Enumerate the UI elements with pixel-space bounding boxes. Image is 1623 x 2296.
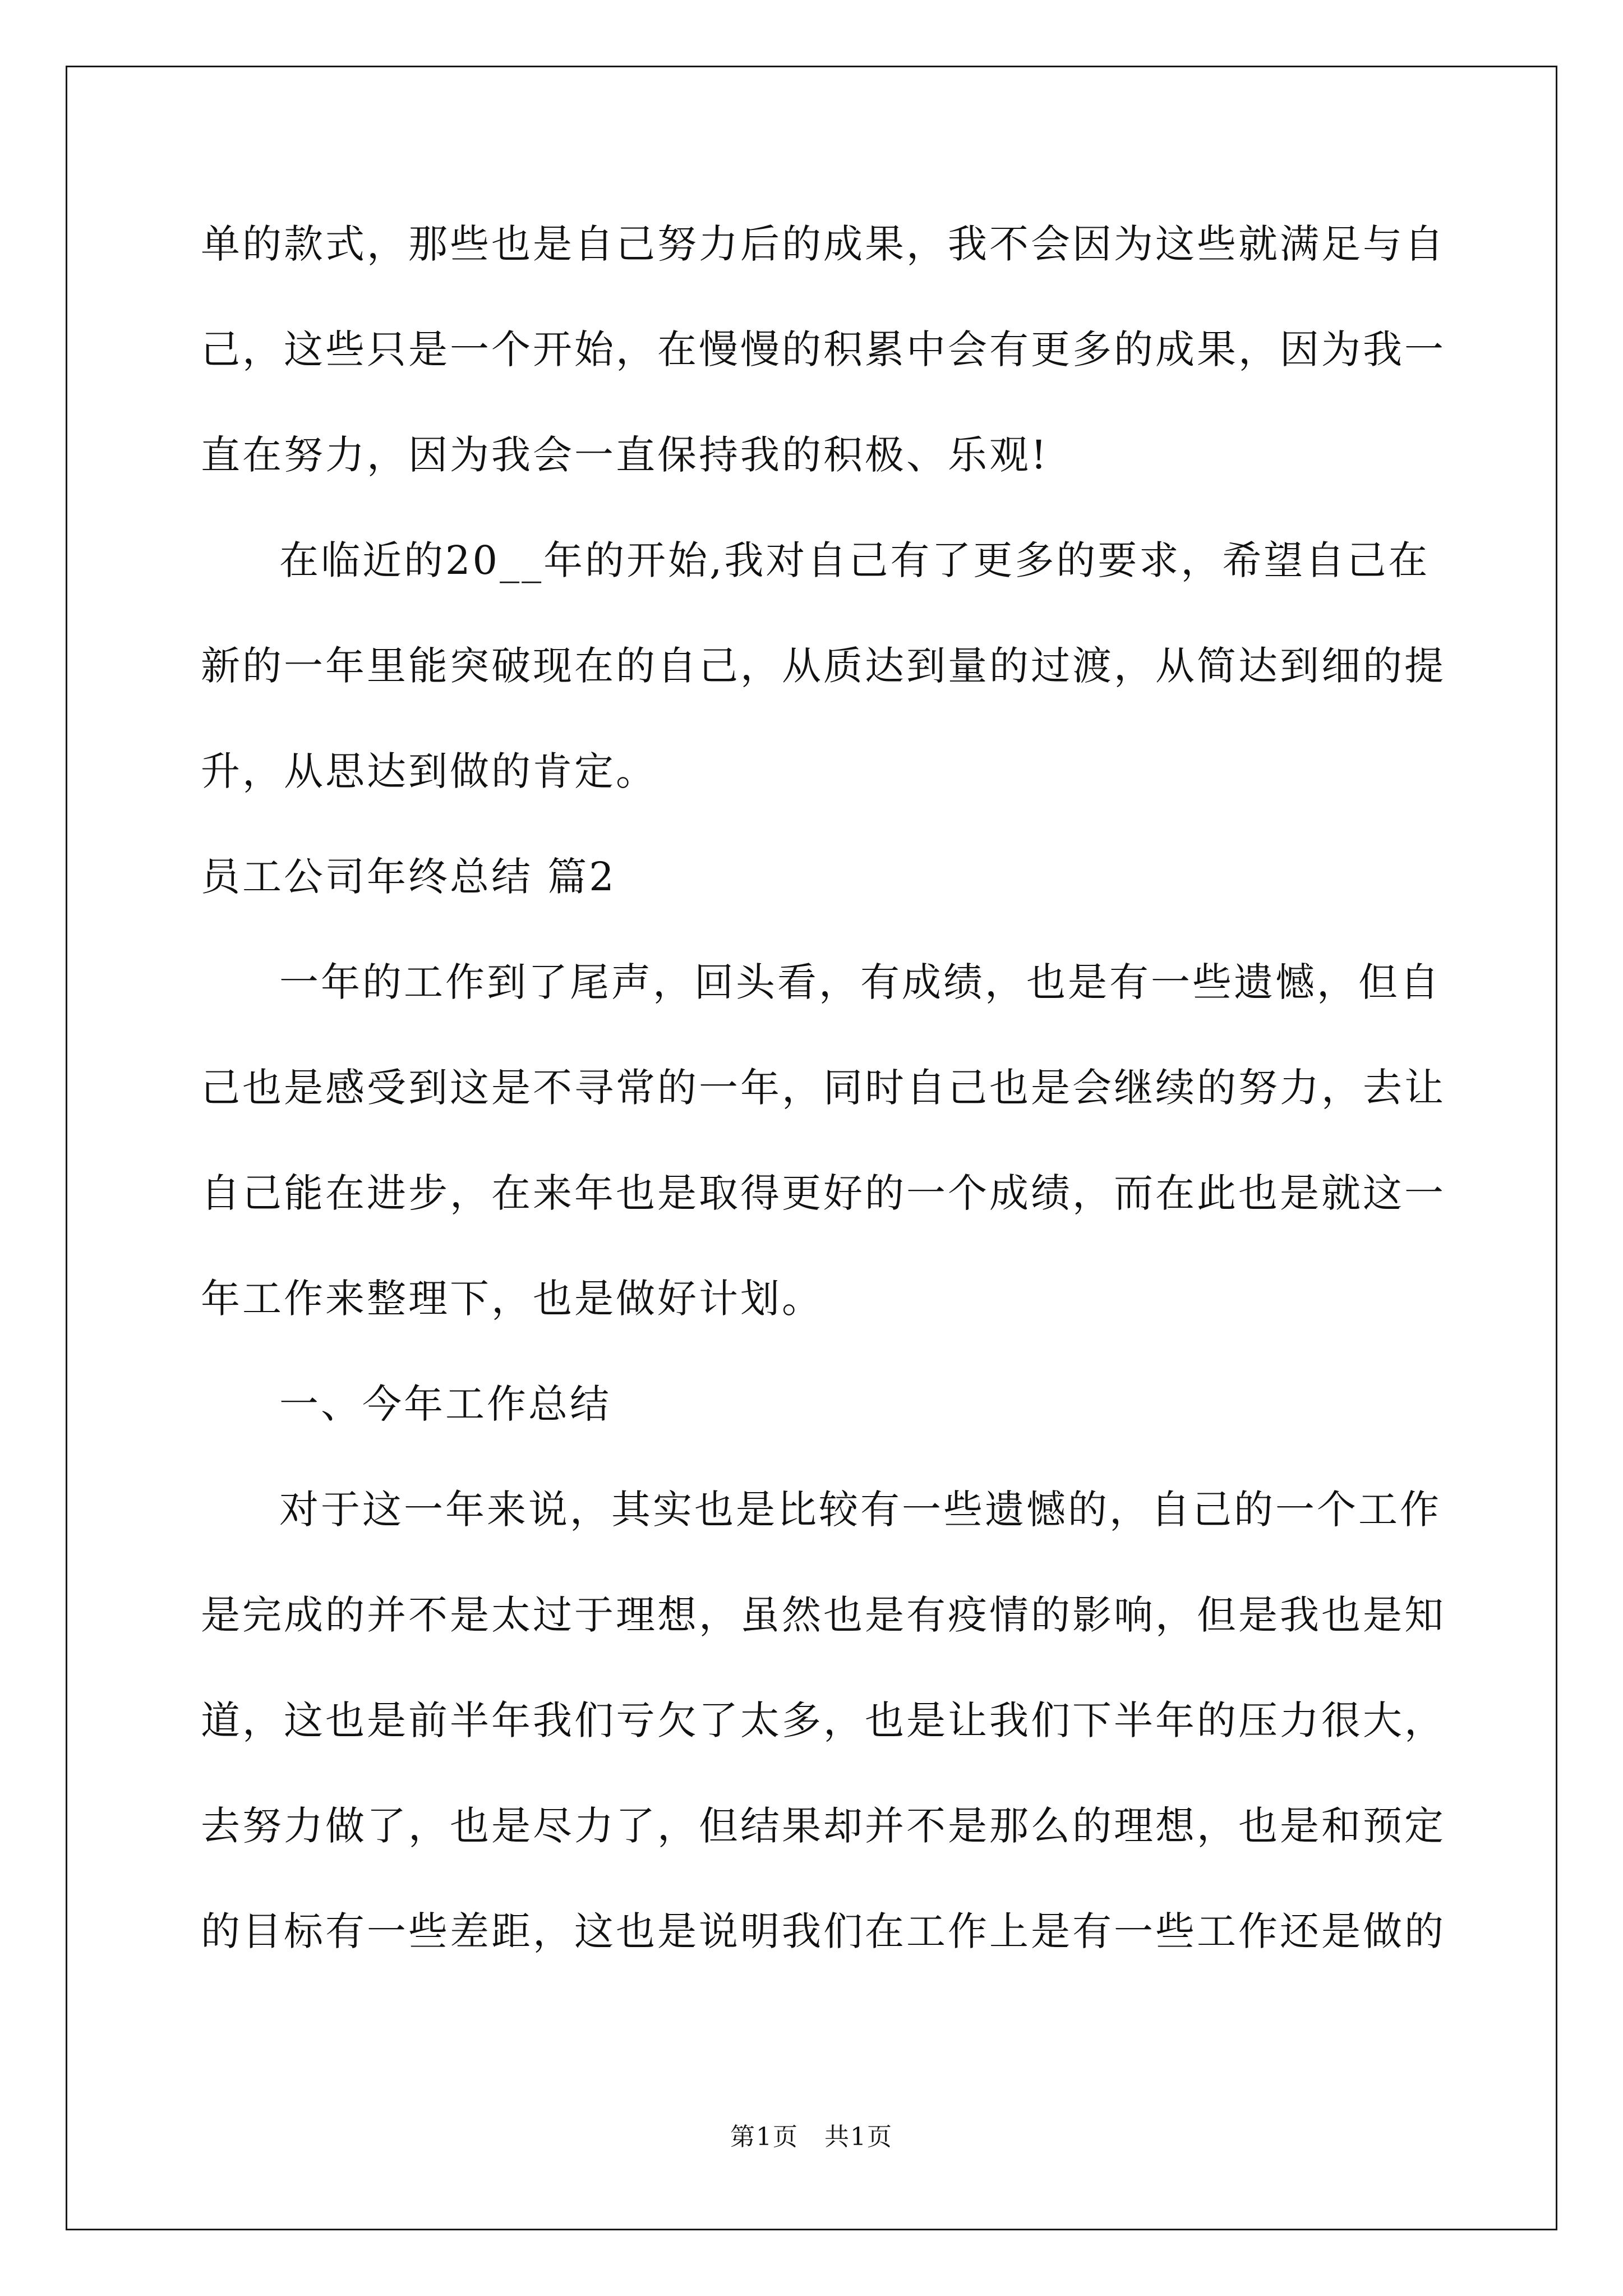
paragraph-2-line-2: 新的一年里能突破现在的自己，从质达到量的过渡，从简达到细的提 xyxy=(201,643,1446,689)
paragraph-1-line-2: 己，这些只是一个开始，在慢慢的积累中会有更多的成果，因为我一 xyxy=(201,326,1446,372)
subheading-work-summary: 一、今年工作总结 xyxy=(279,1381,611,1427)
paragraph-2-line-1: 在临近的20__年的开始,我对自己有了更多的要求，希望自己在 xyxy=(279,537,1430,583)
section-heading: 员工公司年终总结 篇2 xyxy=(201,854,616,900)
document-body xyxy=(201,218,1446,1958)
paragraph-2-line-3: 升，从思达到做的肯定。 xyxy=(201,748,657,794)
paragraph-4-line-3: 道，这也是前半年我们亏欠了太多，也是让我们下半年的压力很大， xyxy=(201,1697,1446,1743)
paragraph-4-line-2: 是完成的并不是太过于理想，虽然也是有疫情的影响，但是我也是知 xyxy=(201,1592,1446,1638)
paragraph-3-line-2: 己也是感受到这是不寻常的一年，同时自己也是会继续的努力，去让 xyxy=(201,1065,1446,1111)
paragraph-3-line-4: 年工作来整理下，也是做好计划。 xyxy=(201,1276,823,1322)
paragraph-1-line-1: 单的款式，那些也是自己努力后的成果，我不会因为这些就满足与自 xyxy=(201,221,1446,267)
paragraph-4-line-1: 对于这一年来说，其实也是比较有一些遗憾的，自己的一个工作 xyxy=(279,1487,1441,1533)
paragraph-4-line-4: 去努力做了，也是尽力了，但结果却并不是那么的理想，也是和预定 xyxy=(201,1803,1446,1849)
paragraph-3-line-3: 自己能在进步，在来年也是取得更好的一个成绩，而在此也是就这一 xyxy=(201,1170,1446,1216)
page-number-footer: 第1页 共1页 xyxy=(730,2123,893,2151)
paragraph-3-line-1: 一年的工作到了尾声，回头看，有成绩，也是有一些遗憾，但自 xyxy=(279,959,1441,1005)
paragraph-4-line-5: 的目标有一些差距，这也是说明我们在工作上是有一些工作还是做的 xyxy=(201,1908,1446,1954)
paragraph-1-line-3: 直在努力，因为我会一直保持我的积极、乐观! xyxy=(201,432,1049,478)
